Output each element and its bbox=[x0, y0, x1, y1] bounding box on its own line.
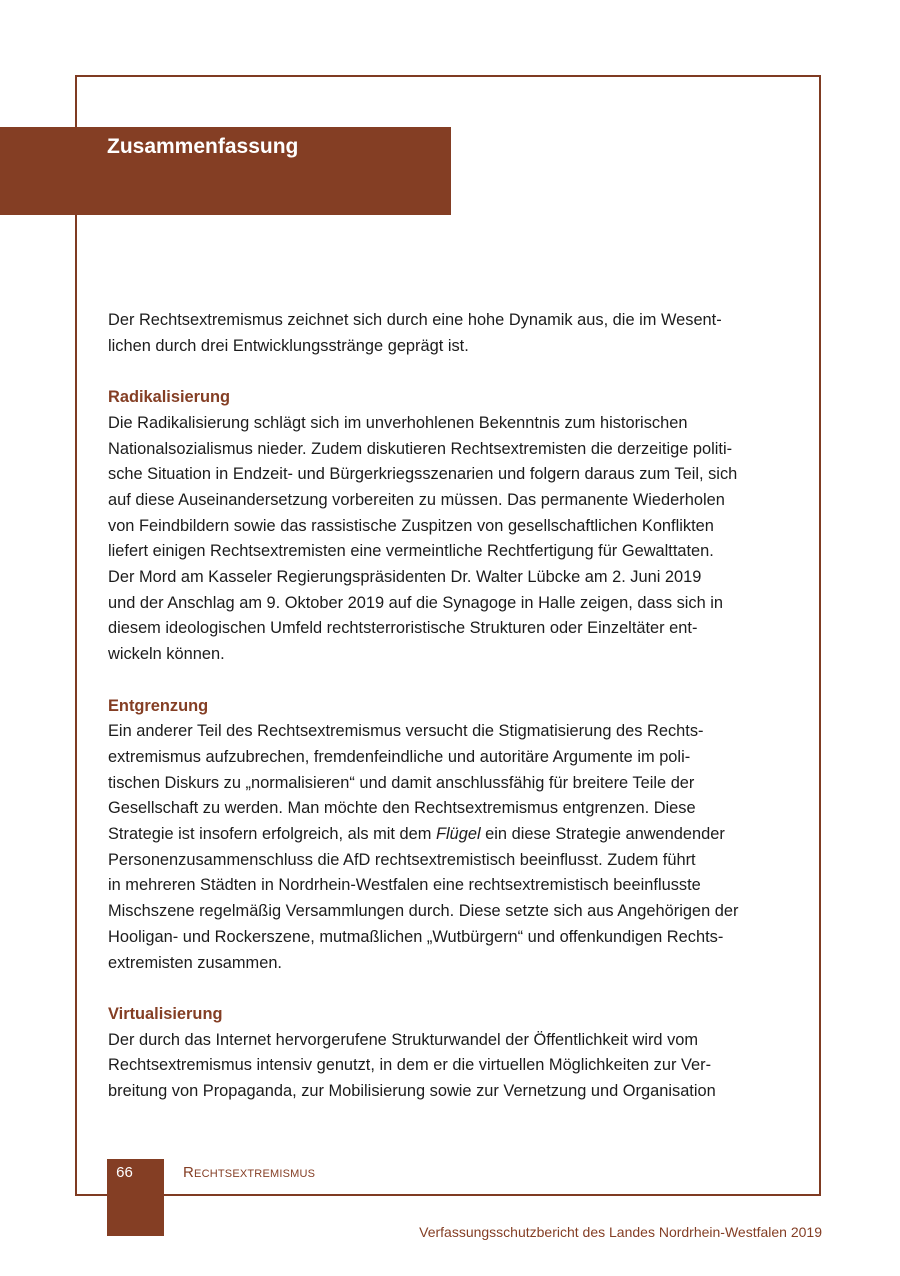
text-line: extremisten zusammen. bbox=[108, 953, 282, 972]
page-number: 66 bbox=[116, 1164, 133, 1181]
text-line: Der Mord am Kasseler Regierungspräsidenten Dr. Walter Lübcke am 2. Juni 2019 bbox=[108, 568, 702, 587]
text-line-with-italic bbox=[108, 822, 798, 848]
text-line: in mehreren Städten in Nordrhein-Westfalen eine rechtsextremistisch beeinflusste bbox=[108, 876, 701, 895]
text-line: Mischszene regelmäßig Versammlungen durch. Diese setzte sich aus Angehörigen der bbox=[108, 902, 739, 921]
text-line: Ein anderer Teil des Rechtsextremismus versucht die Stigmatisierung des Rechts- bbox=[108, 722, 704, 741]
page-title: Zusammenfassung bbox=[107, 135, 299, 158]
text-line: Nationalsozialismus nieder. Zudem diskutieren Rechtsextremisten die derzeitige politi- bbox=[108, 439, 733, 458]
section-heading: Entgrenzung bbox=[108, 696, 209, 715]
text-line: Gesellschaft zu werden. Man möchte den Rechtsextremismus entgrenzen. Diese bbox=[108, 799, 696, 818]
main-content bbox=[108, 308, 798, 1105]
text-line: von Feindbildern sowie das rassistische Zuspitzen von gesellschaftlichen Konflikten bbox=[108, 516, 714, 535]
text-line: lichen durch drei Entwicklungsstränge geprägt ist. bbox=[108, 336, 469, 355]
text-line: und der Anschlag am 9. Oktober 2019 auf die Synagoge in Halle zeigen, dass sich in bbox=[108, 593, 724, 612]
text-line: sche Situation in Endzeit- und Bürgerkriegsszenarien und folgern daraus zum Teil, sich bbox=[108, 465, 738, 484]
publication-footer: Verfassungsschutzbericht des Landes Nordrhein-Westfalen 2019 bbox=[419, 1224, 822, 1240]
text-line: Personenzusammenschluss die AfD rechtsextremistisch beeinflusst. Zudem führt bbox=[108, 850, 696, 869]
section-heading: Virtualisierung bbox=[108, 1004, 223, 1023]
italic-term: Flügel bbox=[435, 825, 481, 844]
section-entgrenzung bbox=[108, 694, 798, 977]
text-line: breitung von Propaganda, zur Mobilisierung sowie zur Vernetzung und Organisation bbox=[108, 1082, 716, 1101]
text-segment: Strategie ist insofern erfolgreich, als mit dem bbox=[108, 825, 436, 844]
intro-paragraph bbox=[108, 308, 798, 359]
text-line: wickeln können. bbox=[108, 645, 225, 664]
text-line: tischen Diskurs zu „normalisieren“ und damit anschlussfähig für breitere Teile der bbox=[108, 773, 695, 792]
text-line: diesem ideologischen Umfeld rechtsterroristische Strukturen oder Einzeltäter ent- bbox=[108, 619, 698, 638]
running-head: Rechtsextremismus bbox=[183, 1164, 316, 1181]
text-line: Hooligan- und Rockerszene, mutmaßlichen „Wutbürgern“ und offenkundigen Rechts- bbox=[108, 927, 724, 946]
text-line: Rechtsextremismus intensiv genutzt, in dem er die virtuellen Möglichkeiten zur Ver- bbox=[108, 1056, 712, 1075]
text-line: auf diese Auseinandersetzung vorbereiten zu müssen. Das permanente Wiederholen bbox=[108, 490, 725, 509]
text-line: liefert einigen Rechtsextremisten eine vermeintliche Rechtfertigung für Gewalttaten. bbox=[108, 542, 714, 561]
section-virtualisierung bbox=[108, 1002, 798, 1105]
section-radikalisierung bbox=[108, 385, 798, 668]
section-heading: Radikalisierung bbox=[108, 388, 231, 407]
text-line: Die Radikalisierung schlägt sich im unverhohlenen Bekenntnis zum historischen bbox=[108, 413, 688, 432]
text-line: Der durch das Internet hervorgerufene Strukturwandel der Öffentlichkeit wird vom bbox=[108, 1030, 699, 1049]
text-segment: ein diese Strategie anwendender bbox=[480, 825, 725, 844]
text-line: Der Rechtsextremismus zeichnet sich durch eine hohe Dynamik aus, die im Wesent- bbox=[108, 311, 722, 329]
text-line: extremismus aufzubrechen, fremdenfeindliche und autoritäre Argumente im poli- bbox=[108, 747, 691, 766]
